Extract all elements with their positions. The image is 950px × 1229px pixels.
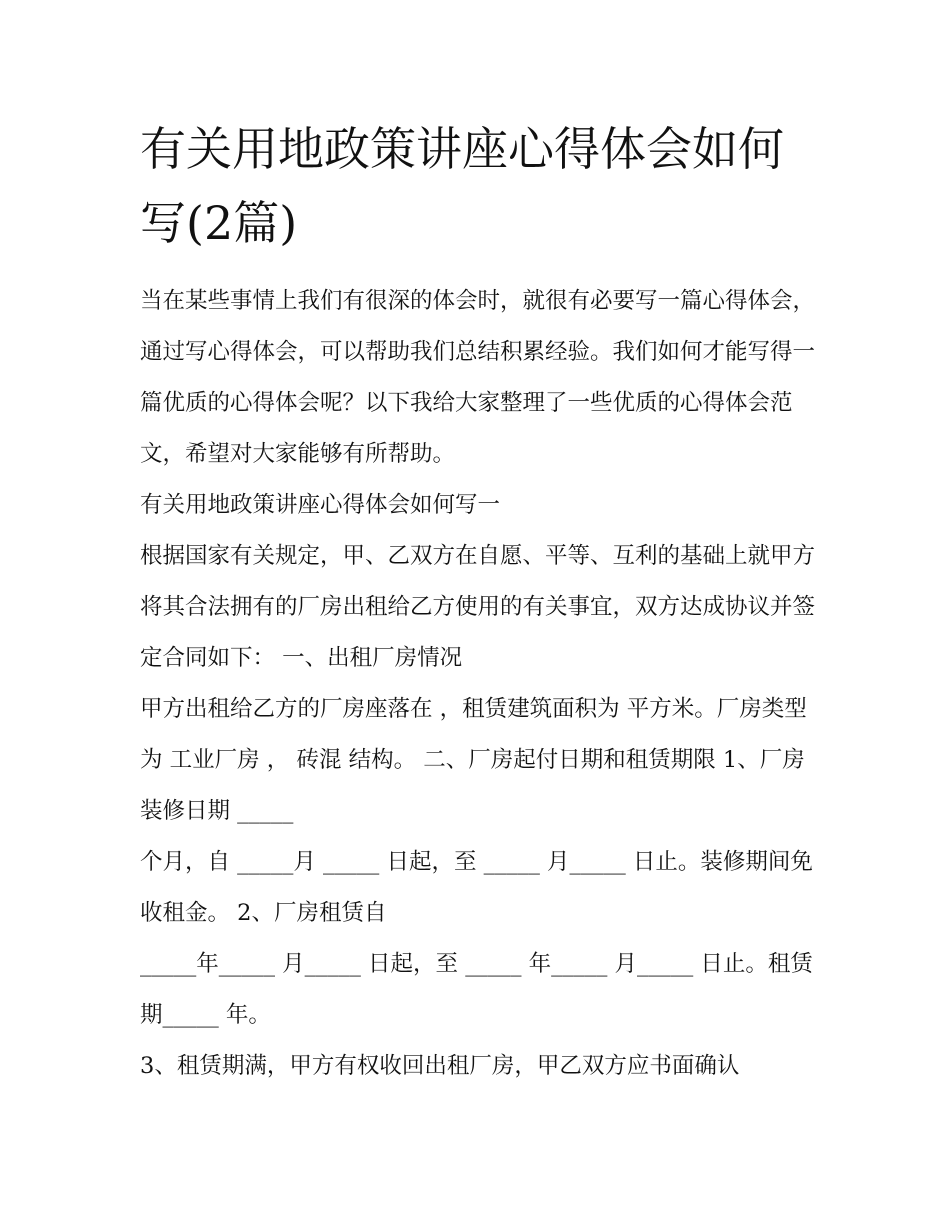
body-paragraph: 3、租赁期满，甲方有权收回出租厂房，甲乙双方应书面确认 (140, 1053, 740, 1079)
body-paragraph: 根据国家有关规定，甲、乙双方在自愿、平等、互利的基础上就甲方将其合法拥有的厂房出租给乙方使用的有关事宜，双方达成协议并签定合同如下： 一、出租厂房情况 (140, 543, 816, 671)
intro-paragraph: 当在某些事情上我们有很深的体会时，就很有必要写一篇心得体会，通过写心得体会，可以帮助我们总结积累经验。我们如何才能写得一篇优质的心得体会呢？以下我给大家整理了一些优质的心得体会范文，希望对大家能够有所帮助。 (140, 288, 816, 467)
section-heading: 有关用地政策讲座心得体会如何写一 (140, 492, 501, 518)
document-title: 有关用地政策讲座心得体会如何写(2篇) (140, 122, 784, 250)
body-paragraph: 甲方出租给乙方的厂房座落在 ，租赁建筑面积为 平方米。厂房类型为 工业厂房 ， 砖混 结构。 二、厂房起付日期和租赁期限 1、厂房装修日期 _____ (140, 696, 807, 824)
document-body (140, 276, 820, 1092)
body-paragraph: 个月，自 _____月 _____ 日起，至 _____ 月_____ 日止。装修期间免收租金。 2、厂房租赁自 (140, 849, 813, 926)
body-paragraph: _____年_____ 月_____ 日起，至 _____ 年_____ 月_____ 日止。租赁期_____ 年。 (140, 951, 813, 1028)
